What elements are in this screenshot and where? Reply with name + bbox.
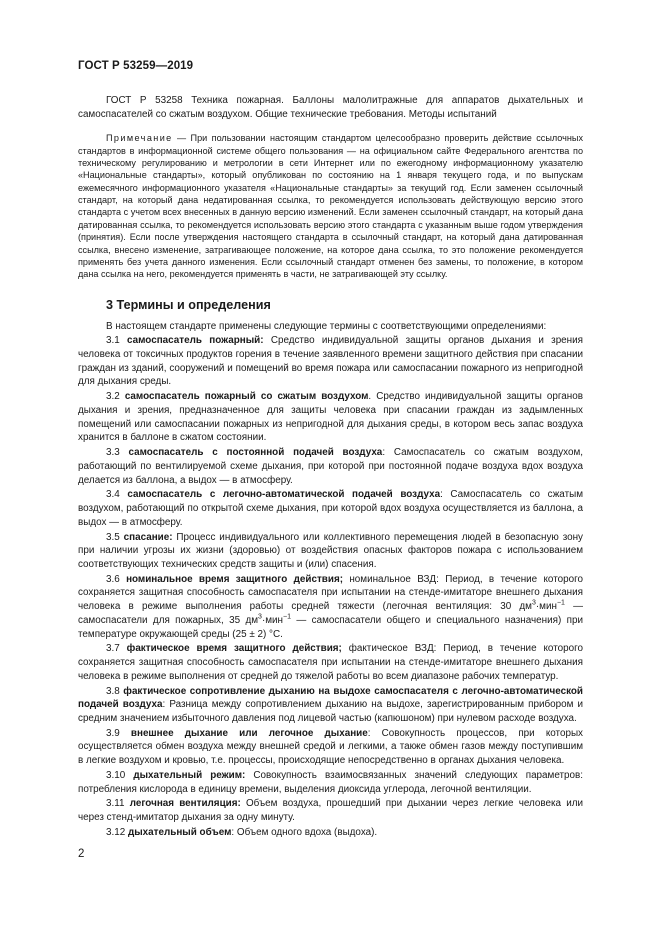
term-number: 3.9	[106, 727, 131, 739]
term-name: самоспасатель пожарный со сжатым воздухом	[124, 391, 369, 403]
section-title: 3 Термины и определения	[106, 297, 271, 312]
term-definition: фактическое ВЗД: Период, в течение которого сохраняется защитная способность самоспасателя при испытании на стенде-имитаторе внешнего дыхания человека в режиме выполнения от средней до тяжелой работы во всем диапазоне рабочих температур.	[78, 643, 583, 682]
document-body	[78, 94, 583, 840]
term-name: номинальное время защитного действия;	[126, 573, 343, 585]
term-definition: номинальное ВЗД: Период, в течение которого сохраняется защитная способность самоспасателя при испытании на стенде-имитаторе внешнего дыхания человека в режиме выполнения работы средней тяжести (легочная вентиляция: 30 дм	[78, 573, 583, 613]
term-name: легочная вентиляция:	[129, 798, 241, 810]
term-definition: — самоспасатели для пожарных, 35 дм	[78, 601, 584, 626]
term-name: самоспасатель с постоянной подачей воздуха	[128, 447, 383, 459]
term-definition: Совокупность взаимосвязанных значений следующих параметров: потребления кислорода в единицу времени, выделения диоксида углерода, легочной вентиляции.	[78, 769, 583, 795]
term-name: внешнее дыхание или легочное дыхание	[130, 727, 368, 739]
reference-entry: ГОСТ Р 53258 Техника пожарная. Баллоны малолитражные для аппаратов дыхательных и самоспасателей со сжатым воздухом. Общие технические требования. Методы испытаний	[78, 95, 583, 120]
term-3-10	[78, 769, 583, 796]
term-definition: Средство индивидуальной защиты органов дыхания и зрения человека от токсичных продуктов горения в течение заявленного времени защитного действия при спасании граждан из зданий, сооружений и помещений во время пожара или самоспасании пожарного из непригодной для дыхания среды.	[78, 335, 583, 388]
term-3-7	[78, 642, 583, 683]
superscript: 3	[531, 599, 536, 607]
term-name: самоспасатель с легочно-автоматической подачей воздуха	[127, 489, 441, 501]
term-definition: : Самоспасатель со сжатым воздухом, работающий по открытой схеме дыхания, при которой вдох воздуха осуществляется из баллона, а выдох — в атмосферу.	[78, 489, 583, 528]
term-3-4	[78, 488, 583, 529]
term-3-9	[78, 727, 583, 768]
term-3-1	[78, 334, 583, 389]
term-3-8	[78, 685, 583, 726]
term-number: 3.1	[106, 335, 128, 347]
term-number: 3.12	[106, 826, 128, 838]
term-number: 3.8	[106, 685, 124, 697]
term-number: 3.10	[106, 769, 134, 781]
term-definition: Процесс индивидуального или коллективного перемещения людей в безопасную зону при наличии угрозы их жизни (здоровью) от воздействия опасных факторов пожара с использованием соответствующих технических средств защиты и (или) спасения.	[78, 531, 583, 570]
term-number: 3.6	[106, 573, 127, 585]
term-name: дыхательный объем	[127, 826, 232, 838]
term-definition: : Самоспасатель со сжатым воздухом, работающий по вентилируемой схеме дыхания, при которой при постоянной подаче воздуха вдох воздуха делается из баллона, а выдох — в атмосферу.	[78, 447, 583, 486]
term-name: дыхательный режим:	[133, 769, 246, 781]
term-number: 3.11	[106, 798, 130, 810]
note-paragraph	[78, 132, 583, 280]
term-definition: ·мин	[535, 601, 557, 613]
term-name: фактическое сопротивление дыханию на выдохе самоспасателя с легочно-автоматической подачей воздуха	[78, 685, 583, 711]
page-number: 2	[78, 848, 85, 860]
term-3-3	[78, 446, 583, 487]
term-name: фактическое время защитного действия;	[126, 643, 342, 655]
term-number: 3.3	[106, 447, 129, 459]
term-definition: — самоспасатели общего и специального назначения) при температуре окружающей среды (25 ± 2) °С.	[78, 614, 584, 640]
note-text: — При пользовании настоящим стандартом целесообразно проверить действие ссылочных стандартов в информационной системе общего пользования — на официальном сайте Федерального агентства по техническому регулированию и метрологии в сети Интернет или по ежегодному информационному указателю «Национальные стандарты», который опубликован по состоянию на 1 января текущего года, и по выпускам ежемесячного информационного указателя «Национальные стандарты» за текущий год. Если заменен ссылочный стандарт, на который дана недатированная ссылка, то рекомендуется использовать действующую версию этого стандарта с учетом всех внесенных в данную версию изменений. Если заменен ссылочный стандарт, на который дана датированная ссылка, то рекомендуется использовать версию этого стандарта с указанным выше годом утверждения (принятия). Если после утверждения настоящего стандарта в ссылочный стандарт, на который дана датированная ссылка, внесено изменение, затрагивающее положение, на которое дана ссылка, то это положение рекомендуется применять без учета данного изменения. Если ссылочный стандарт отменен без замены, то положение, в котором дана ссылка на него, рекомендуется применять в части, не затрагивающей эту ссылку.	[78, 133, 583, 280]
term-number: 3.4	[106, 489, 128, 501]
term-3-11	[78, 797, 583, 824]
term-3-5	[78, 531, 583, 572]
term-definition: Объем воздуха, прошедший при дыхании через легкие человека или через стенд-имитатор дыхания за одну минуту.	[78, 798, 583, 824]
term-name: спасание:	[123, 531, 173, 543]
superscript: −1	[556, 599, 565, 607]
term-3-12	[78, 826, 583, 840]
term-number: 3.7	[106, 643, 127, 655]
term-definition: : Совокупность процессов, при которых осуществляется обмен воздуха между внешней средой и легкими, а также обмен газов между поступившим в легкие воздухом и кровью, т.е. процессы, происходящие непосредственно в органах дыхания человека.	[78, 727, 583, 767]
term-definition: ·мин	[261, 614, 284, 626]
superscript: −1	[283, 613, 291, 621]
term-name: самоспасатель пожарный:	[127, 335, 264, 347]
term-definition: : Объем одного вдоха (выдоха).	[231, 826, 378, 838]
term-definition: . Средство индивидуальной защиты органов дыхания и зрения, предназначенное для защиты человека при спасании граждан из задымленных помещений или самоспасании пожарных из непригодной для дыхания среды, в котором весь запас воздуха хранится в баллоне в сжатом состоянии.	[78, 391, 583, 444]
superscript: 3	[258, 613, 262, 621]
term-3-6	[78, 573, 583, 642]
document-header: ГОСТ Р 53259—2019	[78, 60, 194, 72]
note-label: Примечание	[106, 133, 173, 144]
section-intro: В настоящем стандарте применены следующие термины с соответствующими определениями:	[106, 320, 547, 332]
term-number: 3.5	[106, 531, 124, 543]
term-definition: : Разница между сопротивлением дыханию на выдохе, зарегистрированным прибором и средним значением избыточного давления под лицевой частью (капюшоном) при нулевом расходе воздуха.	[78, 699, 583, 724]
term-3-2	[78, 390, 583, 445]
term-number: 3.2	[106, 391, 125, 403]
